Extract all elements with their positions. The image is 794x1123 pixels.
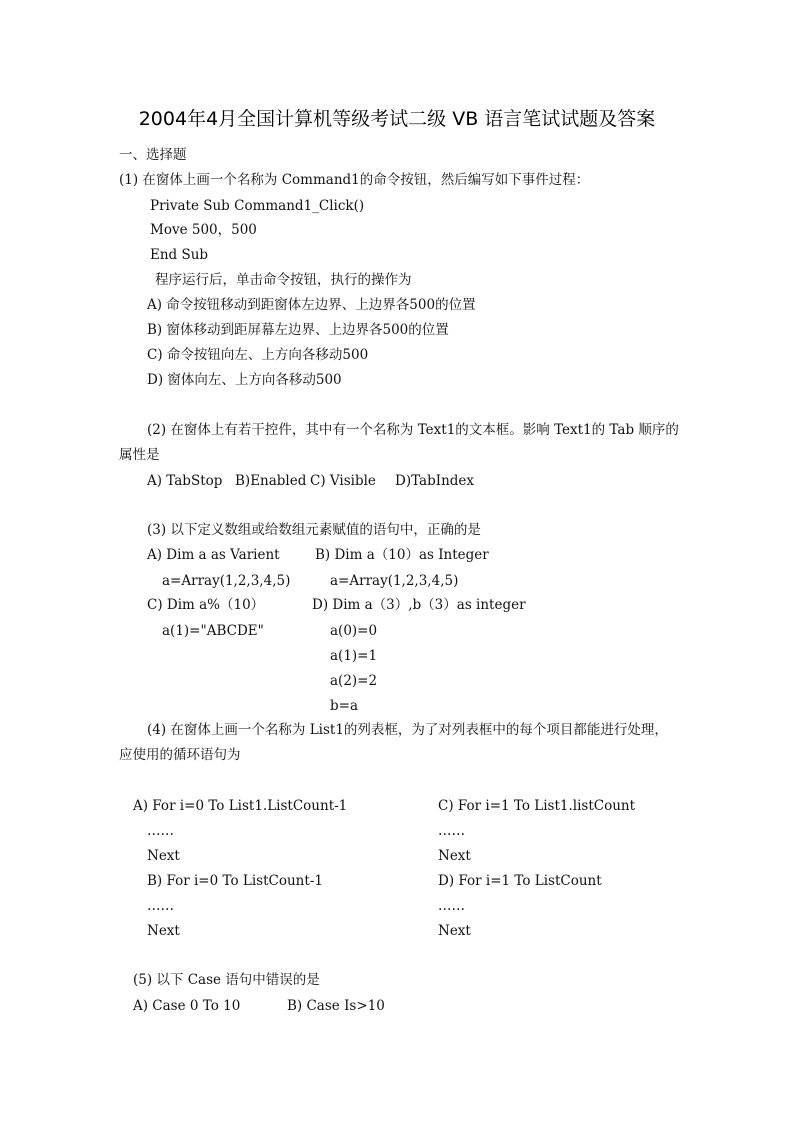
question-2-option-a: A) TabStop [147, 473, 223, 489]
question-5-stem: (5) 以下 Case 语句中错误的是 [133, 972, 320, 988]
question-3-option-d-code: a(2)=2 [330, 673, 378, 689]
question-1-code-line: End Sub [150, 247, 209, 263]
question-3-stem: (3) 以下定义数组或给数组元素赋值的语句中，正确的是 [147, 522, 481, 538]
question-4-option-c-ellipsis: …… [438, 823, 465, 839]
question-4-option-c: C) For i=1 To List1.listCount [438, 798, 636, 814]
question-4-option-a: A) For i=0 To List1.ListCount-1 [133, 798, 348, 814]
section-heading: 一、选择题 [119, 147, 187, 163]
question-3-option-d: D) Dim a（3）,b（3）as integer [312, 597, 526, 613]
question-1-option-b: B) 窗体移动到距屏幕左边界、上边界各500的位置 [147, 322, 449, 338]
question-3-option-c: C) Dim a%（10） [147, 597, 265, 613]
question-4-option-c-next: Next [438, 848, 471, 864]
question-2-option-b: B)Enabled [235, 473, 307, 489]
question-4-option-d-ellipsis: …… [438, 898, 465, 914]
question-4-option-b: B) For i=0 To ListCount-1 [147, 873, 323, 889]
question-3-option-c-code: a(1)="ABCDE" [162, 623, 264, 639]
page-title: 2004年4月全国计算机等级考试二级 VB 语言笔试试题及答案 [138, 108, 656, 130]
question-1-code-line: Move 500，500 [150, 222, 257, 238]
question-3-option-a: A) Dim a as Varient [147, 547, 280, 563]
question-4-option-b-ellipsis: …… [147, 898, 174, 914]
question-1-option-c: C) 命令按钮向左、上方向各移动500 [147, 347, 369, 363]
question-4-option-b-next: Next [147, 923, 180, 939]
question-1-prompt: 程序运行后，单击命令按钮，执行的操作为 [155, 272, 412, 288]
question-2-stem-line-1: (2) 在窗体上有若干控件，其中有一个名称为 Text1的文本框。影响 Text1的 Tab 顺序的 [147, 422, 679, 438]
question-5-option-b: B) Case Is>10 [287, 998, 385, 1014]
question-5-option-a: A) Case 0 To 10 [133, 998, 241, 1014]
question-4-stem-line-2: 应使用的循环语句为 [119, 747, 241, 763]
question-2-option-d: D)TabIndex [395, 473, 475, 489]
question-2-option-c: C) Visible [310, 473, 376, 489]
question-3-option-b: B) Dim a（10）as Integer [315, 547, 489, 563]
question-4-option-a-ellipsis: …… [147, 823, 174, 839]
question-1-option-a: A) 命令按钮移动到距窗体左边界、上边界各500的位置 [147, 297, 476, 313]
question-1-stem: (1) 在窗体上画一个名称为 Command1的命令按钮，然后编写如下事件过程： [119, 172, 590, 188]
question-4-option-a-next: Next [147, 848, 180, 864]
question-4-stem-line-1: (4) 在窗体上画一个名称为 List1的列表框，为了对列表框中的每个项目都能进行处理， [147, 722, 668, 738]
question-3-option-d-code: a(1)=1 [330, 648, 378, 664]
question-3-option-d-code: a(0)=0 [330, 623, 378, 639]
question-4-option-d-next: Next [438, 923, 471, 939]
question-4-option-d: D) For i=1 To ListCount [438, 873, 602, 889]
question-3-option-b-code: a=Array(1,2,3,4,5) [330, 573, 459, 589]
question-2-stem-line-2: 属性是 [119, 447, 160, 463]
question-1-option-d: D) 窗体向左、上方向各移动500 [147, 372, 342, 388]
question-1-code-line: Private Sub Command1_Click() [150, 198, 365, 214]
question-3-option-a-code: a=Array(1,2,3,4,5) [162, 573, 291, 589]
question-3-option-d-code: b=a [330, 698, 359, 714]
